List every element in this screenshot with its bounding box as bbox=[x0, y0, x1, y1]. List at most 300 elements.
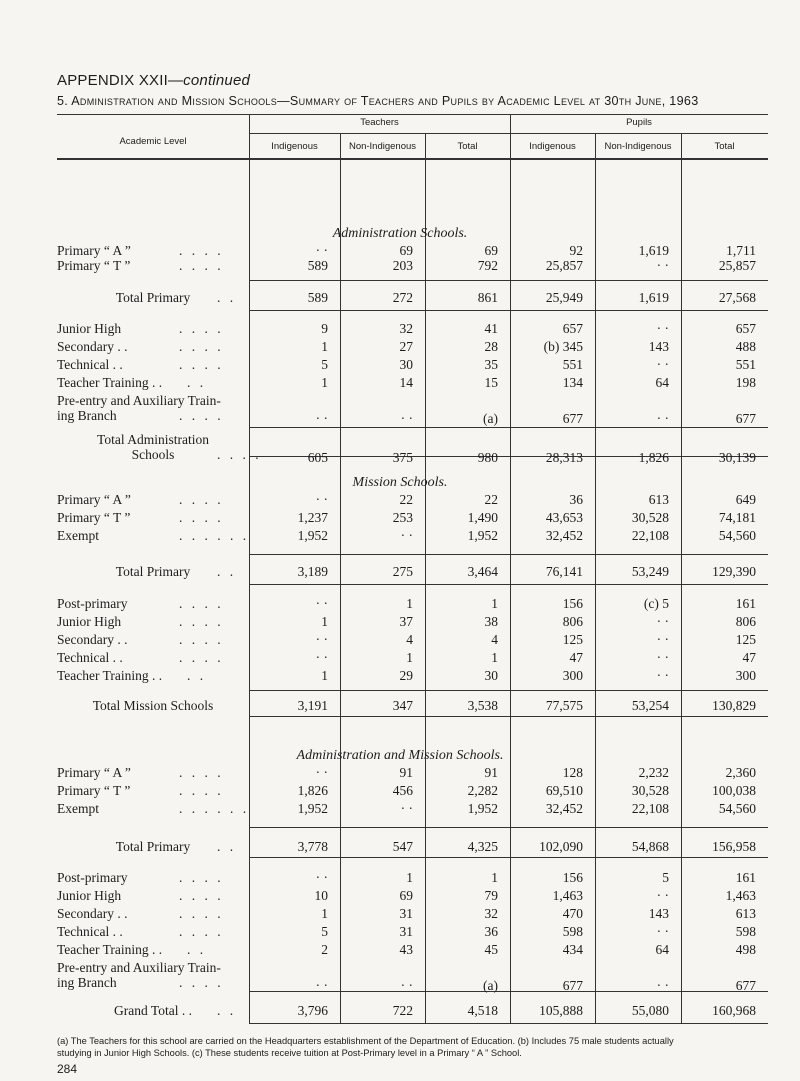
cell-teachers-total: 45 bbox=[484, 942, 498, 957]
cell-teachers-indigenous: 1 bbox=[321, 906, 328, 921]
cell-pupils-total: 649 bbox=[735, 492, 756, 507]
cell-pupils-non-indigenous: 2,232 bbox=[638, 765, 669, 780]
cell-teachers-total: 41 bbox=[484, 321, 498, 336]
cell-teachers-indigenous: · · bbox=[315, 765, 328, 780]
cell-teachers-non-indigenous: · · bbox=[400, 978, 413, 993]
row-label bbox=[57, 698, 249, 713]
row-label bbox=[57, 650, 224, 665]
cell-teachers-total: 4,325 bbox=[467, 839, 498, 854]
cell-teachers-indigenous: 1,826 bbox=[297, 783, 328, 798]
header-teachers-non-indigenous: Non-Indigenous bbox=[348, 141, 417, 152]
cell-pupils-non-indigenous: 53,249 bbox=[631, 564, 669, 579]
row-label bbox=[57, 906, 224, 921]
cell-teachers-indigenous: 1 bbox=[321, 668, 328, 683]
cell-pupils-indigenous: 69,510 bbox=[545, 783, 583, 798]
cell-teachers-non-indigenous: 722 bbox=[392, 1003, 413, 1018]
cell-pupils-total: 613 bbox=[735, 906, 756, 921]
cell-teachers-indigenous: 605 bbox=[307, 450, 328, 465]
row-label bbox=[57, 839, 249, 854]
cell-teachers-total: 2,282 bbox=[467, 783, 498, 798]
rule-line bbox=[57, 114, 768, 115]
row-label bbox=[57, 783, 224, 798]
cell-pupils-indigenous: 1,463 bbox=[552, 888, 583, 903]
cell-pupils-total: 47 bbox=[742, 650, 756, 665]
cell-pupils-indigenous: 36 bbox=[569, 492, 583, 507]
cell-pupils-non-indigenous: 55,080 bbox=[631, 1003, 669, 1018]
page-number: 284 bbox=[57, 1062, 78, 1076]
row-label-text: Total Administration bbox=[97, 432, 209, 447]
row-label-text: Technical . . bbox=[57, 650, 123, 665]
cell-pupils-total: 551 bbox=[735, 357, 756, 372]
cell-teachers-indigenous: 2 bbox=[321, 942, 328, 957]
cell-pupils-total: 25,857 bbox=[718, 258, 756, 273]
row-label-text: Total Primary bbox=[115, 290, 191, 305]
header-pupils-non-indigenous: Non-Indigenous bbox=[604, 141, 672, 152]
cell-teachers-total: 4,518 bbox=[467, 1003, 498, 1018]
cell-teachers-non-indigenous: 275 bbox=[392, 564, 413, 579]
rule-line bbox=[249, 827, 768, 828]
cell-teachers-total: 91 bbox=[484, 765, 498, 780]
cell-teachers-indigenous: 5 bbox=[321, 924, 328, 939]
cell-teachers-total: 792 bbox=[477, 258, 498, 273]
section-title: Mission Schools. bbox=[352, 475, 448, 490]
cell-teachers-total: 1,490 bbox=[467, 510, 498, 525]
cell-pupils-total: 161 bbox=[735, 870, 756, 885]
row-label-text: Junior High bbox=[57, 888, 122, 903]
cell-pupils-total: 54,560 bbox=[718, 801, 756, 816]
cell-pupils-non-indigenous: 1,826 bbox=[638, 450, 669, 465]
cell-teachers-indigenous: 5 bbox=[321, 357, 328, 372]
row-label bbox=[57, 528, 250, 543]
cell-teachers-non-indigenous: 547 bbox=[392, 839, 413, 854]
leader-dots: . . . . bbox=[179, 870, 224, 885]
cell-pupils-non-indigenous: 22,108 bbox=[631, 801, 669, 816]
row-label-text: Primary “ T ” bbox=[57, 510, 131, 525]
leader-dots: . . bbox=[187, 375, 207, 390]
leader-dots: . . bbox=[217, 564, 237, 579]
row-label bbox=[57, 668, 207, 683]
cell-pupils-non-indigenous: 613 bbox=[648, 492, 669, 507]
cell-pupils-indigenous: 470 bbox=[562, 906, 583, 921]
rule-line bbox=[249, 690, 768, 691]
header-pupils-indigenous: Indigenous bbox=[529, 141, 576, 152]
row-label-text: Primary “ A ” bbox=[57, 492, 131, 507]
cell-pupils-non-indigenous: 54,868 bbox=[631, 839, 669, 854]
cell-teachers-indigenous: 1 bbox=[321, 614, 328, 629]
cell-pupils-total: 677 bbox=[735, 978, 756, 993]
cell-teachers-non-indigenous: 69 bbox=[399, 243, 413, 258]
row-label bbox=[57, 596, 224, 611]
row-label bbox=[57, 492, 224, 507]
leader-dots: . . bbox=[187, 942, 207, 957]
row-label bbox=[57, 765, 224, 780]
cell-teachers-non-indigenous: 253 bbox=[392, 510, 413, 525]
cell-teachers-total: 38 bbox=[484, 614, 498, 629]
cell-pupils-indigenous: 32,452 bbox=[545, 801, 583, 816]
cell-teachers-non-indigenous: 22 bbox=[399, 492, 413, 507]
cell-pupils-indigenous: 77,575 bbox=[545, 698, 583, 713]
cell-teachers-non-indigenous: 27 bbox=[399, 339, 413, 354]
leader-dots: . . . . bbox=[179, 510, 224, 525]
row-label bbox=[57, 801, 250, 816]
cell-pupils-non-indigenous: · · bbox=[656, 258, 669, 273]
row-label-text: Teacher Training . . bbox=[57, 375, 163, 390]
row-label-text: Primary “ T ” bbox=[57, 258, 131, 273]
cell-teachers-indigenous: 3,778 bbox=[297, 839, 328, 854]
cell-teachers-indigenous: · · bbox=[315, 870, 328, 885]
cell-teachers-non-indigenous: 375 bbox=[392, 450, 413, 465]
cell-pupils-non-indigenous: · · bbox=[656, 650, 669, 665]
cell-teachers-non-indigenous: 1 bbox=[406, 596, 413, 611]
cell-teachers-non-indigenous: 4 bbox=[406, 632, 413, 647]
cell-pupils-non-indigenous: 5 bbox=[662, 870, 669, 885]
leader-dots: . . . . bbox=[179, 321, 224, 336]
row-label-text: Technical . . bbox=[57, 357, 123, 372]
row-label-text: Post-primary bbox=[57, 870, 128, 885]
cell-pupils-total: 156,958 bbox=[712, 839, 756, 854]
cell-pupils-total: 498 bbox=[735, 942, 756, 957]
cell-pupils-total: 129,390 bbox=[712, 564, 756, 579]
leader-dots: . . . . bbox=[179, 632, 224, 647]
leader-dots: . . . . bbox=[217, 447, 262, 462]
row-label bbox=[57, 357, 224, 372]
cell-teachers-total: 69 bbox=[484, 243, 498, 258]
cell-teachers-indigenous: 3,191 bbox=[297, 698, 328, 713]
rule-line bbox=[249, 584, 768, 585]
rule-line bbox=[249, 716, 768, 717]
cell-pupils-indigenous: 434 bbox=[562, 942, 583, 957]
cell-teachers-total: 980 bbox=[477, 450, 498, 465]
cell-teachers-total: 3,538 bbox=[467, 698, 498, 713]
appendix-heading: APPENDIX XXII—continued bbox=[57, 72, 251, 89]
row-label bbox=[57, 375, 207, 390]
rule-line bbox=[57, 158, 768, 160]
rule-line bbox=[510, 133, 768, 134]
cell-pupils-total: 2,360 bbox=[725, 765, 756, 780]
leader-dots: . . . . bbox=[179, 243, 224, 258]
leader-dots: . . . . . . bbox=[179, 801, 250, 816]
cell-pupils-indigenous: 125 bbox=[562, 632, 583, 647]
cell-pupils-indigenous: 102,090 bbox=[539, 839, 583, 854]
row-label bbox=[57, 614, 224, 629]
row-label-text: Primary “ A ” bbox=[57, 765, 131, 780]
cell-pupils-non-indigenous: 22,108 bbox=[631, 528, 669, 543]
cell-pupils-total: 160,968 bbox=[712, 1003, 756, 1018]
cell-pupils-non-indigenous: · · bbox=[656, 888, 669, 903]
leader-dots: . . . . bbox=[179, 924, 224, 939]
cell-pupils-indigenous: 28,313 bbox=[545, 450, 583, 465]
cell-teachers-indigenous: · · bbox=[315, 492, 328, 507]
row-label-text-continued: Schools bbox=[131, 447, 175, 462]
cell-pupils-indigenous: 92 bbox=[569, 243, 583, 258]
cell-pupils-non-indigenous: 64 bbox=[655, 942, 669, 957]
row-label-text: Primary “ A ” bbox=[57, 243, 131, 258]
row-label-text: Technical . . bbox=[57, 924, 123, 939]
cell-pupils-indigenous: 551 bbox=[562, 357, 583, 372]
row-label-text: Teacher Training . . bbox=[57, 942, 163, 957]
cell-teachers-indigenous: · · bbox=[315, 978, 328, 993]
row-label bbox=[57, 258, 224, 273]
leader-dots: . . bbox=[187, 668, 207, 683]
cell-pupils-indigenous: 657 bbox=[562, 321, 583, 336]
rule-line bbox=[249, 133, 510, 134]
cell-teachers-indigenous: · · bbox=[315, 632, 328, 647]
cell-pupils-total: 100,038 bbox=[712, 783, 756, 798]
cell-teachers-non-indigenous: 347 bbox=[392, 698, 413, 713]
cell-pupils-non-indigenous: · · bbox=[656, 978, 669, 993]
header-teachers-total: Total bbox=[457, 141, 478, 152]
cell-pupils-non-indigenous: 30,528 bbox=[631, 510, 669, 525]
rule-line bbox=[249, 554, 768, 555]
cell-teachers-indigenous: 9 bbox=[321, 321, 328, 336]
cell-teachers-non-indigenous: 31 bbox=[399, 906, 413, 921]
cell-teachers-total: 1 bbox=[491, 870, 498, 885]
cell-teachers-total: 35 bbox=[484, 357, 498, 372]
cell-teachers-indigenous: · · bbox=[315, 596, 328, 611]
cell-pupils-total: 1,463 bbox=[725, 888, 756, 903]
cell-pupils-total: 1,711 bbox=[726, 243, 756, 258]
section-title: Administration and Mission Schools. bbox=[296, 748, 504, 763]
leader-dots: . . . . bbox=[179, 888, 224, 903]
cell-teachers-total: 4 bbox=[491, 632, 498, 647]
cell-teachers-indigenous: 589 bbox=[307, 258, 328, 273]
row-label bbox=[57, 564, 249, 579]
cell-teachers-non-indigenous: 1 bbox=[406, 650, 413, 665]
row-label-text: Secondary . . bbox=[57, 339, 128, 354]
cell-teachers-indigenous: · · bbox=[315, 243, 328, 258]
cell-teachers-non-indigenous: 272 bbox=[392, 290, 413, 305]
cell-teachers-non-indigenous: 456 bbox=[392, 783, 413, 798]
cell-pupils-non-indigenous: · · bbox=[656, 668, 669, 683]
cell-pupils-total: 806 bbox=[735, 614, 756, 629]
row-label bbox=[57, 321, 224, 336]
row-label-text: Total Primary bbox=[115, 564, 191, 579]
cell-pupils-non-indigenous: · · bbox=[656, 411, 669, 426]
cell-teachers-non-indigenous: · · bbox=[400, 528, 413, 543]
row-label-text: Total Mission Schools bbox=[92, 698, 214, 713]
cell-pupils-total: 488 bbox=[735, 339, 756, 354]
leader-dots: . . . . bbox=[179, 596, 224, 611]
cell-pupils-total: 300 bbox=[735, 668, 756, 683]
cell-teachers-non-indigenous: 30 bbox=[399, 357, 413, 372]
row-label-text: Post-primary bbox=[57, 596, 128, 611]
cell-pupils-non-indigenous: 143 bbox=[648, 339, 669, 354]
cell-pupils-indigenous: 43,653 bbox=[545, 510, 583, 525]
row-label bbox=[57, 632, 224, 647]
cell-pupils-non-indigenous: · · bbox=[656, 632, 669, 647]
header-teachers-indigenous: Indigenous bbox=[271, 141, 318, 152]
cell-teachers-total: (a) bbox=[483, 411, 498, 426]
row-label-text: Secondary . . bbox=[57, 632, 128, 647]
cell-pupils-indigenous: 128 bbox=[562, 765, 583, 780]
row-label-text: Pre-entry and Auxiliary Train- bbox=[57, 393, 221, 408]
leader-dots: . . . . bbox=[179, 408, 224, 423]
cell-pupils-non-indigenous: 143 bbox=[648, 906, 669, 921]
row-label-text-continued: ing Branch bbox=[57, 975, 117, 990]
section-title: Administration Schools. bbox=[332, 226, 468, 241]
cell-teachers-total: 32 bbox=[484, 906, 498, 921]
row-label bbox=[57, 290, 249, 305]
cell-teachers-non-indigenous: 14 bbox=[399, 375, 413, 390]
cell-teachers-indigenous: 1,952 bbox=[297, 528, 328, 543]
cell-pupils-indigenous: 156 bbox=[562, 596, 583, 611]
row-label bbox=[57, 960, 224, 990]
row-label bbox=[57, 870, 224, 885]
header-teachers: Teachers bbox=[360, 117, 399, 128]
cell-pupils-indigenous: 677 bbox=[562, 411, 583, 426]
footnotes bbox=[57, 1035, 767, 1059]
cell-teachers-indigenous: 1 bbox=[321, 339, 328, 354]
cell-teachers-total: 28 bbox=[484, 339, 498, 354]
rule-line bbox=[249, 310, 768, 311]
cell-teachers-indigenous: 1,952 bbox=[297, 801, 328, 816]
cell-teachers-total: 1 bbox=[491, 650, 498, 665]
cell-pupils-total: 54,560 bbox=[718, 528, 756, 543]
cell-pupils-total: 74,181 bbox=[718, 510, 756, 525]
cell-teachers-non-indigenous: 32 bbox=[399, 321, 413, 336]
cell-pupils-indigenous: 806 bbox=[562, 614, 583, 629]
row-label bbox=[57, 942, 207, 957]
table-title: 5. Administration and Mission Schools—Summary of Teachers and Pupils by Academic Level at 30th June, 1963 bbox=[57, 94, 699, 108]
leader-dots: . . . . bbox=[179, 339, 224, 354]
cell-teachers-non-indigenous: 43 bbox=[399, 942, 413, 957]
row-label bbox=[57, 888, 224, 903]
cell-pupils-indigenous: 76,141 bbox=[545, 564, 583, 579]
row-label bbox=[57, 243, 224, 258]
leader-dots: . . . . bbox=[179, 492, 224, 507]
row-label-text: Exempt bbox=[57, 528, 99, 543]
leader-dots: . . . . . . bbox=[179, 528, 250, 543]
cell-pupils-indigenous: 25,949 bbox=[545, 290, 583, 305]
cell-teachers-non-indigenous: 1 bbox=[406, 870, 413, 885]
leader-dots: . . . . bbox=[179, 650, 224, 665]
leader-dots: . . bbox=[217, 1003, 237, 1018]
row-label-text: Grand Total . . bbox=[114, 1003, 192, 1018]
cell-pupils-indigenous: 25,857 bbox=[545, 258, 583, 273]
row-label-text: Junior High bbox=[57, 321, 122, 336]
row-label bbox=[57, 393, 224, 423]
cell-teachers-non-indigenous: · · bbox=[400, 411, 413, 426]
header-academic-level: Academic Level bbox=[119, 136, 187, 147]
leader-dots: . . . . bbox=[179, 614, 224, 629]
cell-pupils-non-indigenous: 1,619 bbox=[638, 290, 669, 305]
row-label-text-continued: ing Branch bbox=[57, 408, 117, 423]
leader-dots: . . . . bbox=[179, 906, 224, 921]
leader-dots: . . . . bbox=[179, 258, 224, 273]
cell-teachers-total: 3,464 bbox=[467, 564, 498, 579]
cell-pupils-non-indigenous: 64 bbox=[655, 375, 669, 390]
cell-teachers-non-indigenous: 31 bbox=[399, 924, 413, 939]
cell-teachers-total: 1,952 bbox=[467, 801, 498, 816]
rule-line bbox=[249, 1023, 768, 1024]
cell-pupils-indigenous: 47 bbox=[569, 650, 583, 665]
footnote-line: studying in Junior High Schools. (c) These students receive tuition at Post-Primary level in a Primary “ A ” School. bbox=[57, 1048, 522, 1058]
cell-pupils-indigenous: (b) 345 bbox=[543, 339, 583, 354]
cell-teachers-indigenous: 589 bbox=[307, 290, 328, 305]
cell-pupils-non-indigenous: · · bbox=[656, 321, 669, 336]
cell-pupils-total: 161 bbox=[735, 596, 756, 611]
row-label-text: Pre-entry and Auxiliary Train- bbox=[57, 960, 221, 975]
row-label bbox=[57, 510, 224, 525]
row-label-text: Junior High bbox=[57, 614, 122, 629]
cell-pupils-indigenous: 156 bbox=[562, 870, 583, 885]
leader-dots: . . . . bbox=[179, 765, 224, 780]
cell-pupils-indigenous: 32,452 bbox=[545, 528, 583, 543]
header-pupils: Pupils bbox=[626, 117, 652, 128]
cell-pupils-non-indigenous: 53,254 bbox=[631, 698, 669, 713]
cell-teachers-indigenous: 3,189 bbox=[297, 564, 328, 579]
row-label-text: Secondary . . bbox=[57, 906, 128, 921]
row-label-text: Exempt bbox=[57, 801, 99, 816]
cell-pupils-non-indigenous: · · bbox=[656, 357, 669, 372]
cell-teachers-total: 30 bbox=[484, 668, 498, 683]
cell-teachers-indigenous: 3,796 bbox=[297, 1003, 328, 1018]
cell-pupils-total: 598 bbox=[735, 924, 756, 939]
leader-dots: . . . . bbox=[179, 357, 224, 372]
row-label-text: Total Primary bbox=[115, 839, 191, 854]
rule-line bbox=[249, 427, 768, 428]
cell-pupils-total: 657 bbox=[735, 321, 756, 336]
cell-teachers-total: 22 bbox=[484, 492, 498, 507]
cell-teachers-non-indigenous: 37 bbox=[399, 614, 413, 629]
cell-pupils-total: 27,568 bbox=[718, 290, 756, 305]
cell-teachers-indigenous: 1,237 bbox=[297, 510, 328, 525]
cell-pupils-total: 30,139 bbox=[718, 450, 756, 465]
cell-pupils-total: 130,829 bbox=[712, 698, 756, 713]
row-label-text: Teacher Training . . bbox=[57, 668, 163, 683]
rule-line bbox=[249, 857, 768, 858]
cell-teachers-total: 861 bbox=[477, 290, 498, 305]
cell-teachers-non-indigenous: · · bbox=[400, 801, 413, 816]
cell-pupils-total: 198 bbox=[735, 375, 756, 390]
cell-teachers-total: 15 bbox=[484, 375, 498, 390]
cell-pupils-non-indigenous: 1,619 bbox=[638, 243, 669, 258]
cell-pupils-indigenous: 598 bbox=[562, 924, 583, 939]
cell-teachers-total: 79 bbox=[484, 888, 498, 903]
leader-dots: . . . . bbox=[179, 783, 224, 798]
cell-pupils-non-indigenous: (c) 5 bbox=[643, 596, 669, 611]
cell-teachers-total: (a) bbox=[483, 978, 498, 993]
cell-teachers-total: 36 bbox=[484, 924, 498, 939]
cell-teachers-indigenous: · · bbox=[315, 411, 328, 426]
row-label bbox=[57, 924, 224, 939]
row-label bbox=[57, 1003, 249, 1018]
cell-teachers-non-indigenous: 29 bbox=[399, 668, 413, 683]
cell-teachers-non-indigenous: 91 bbox=[399, 765, 413, 780]
row-label bbox=[57, 432, 262, 462]
cell-pupils-indigenous: 677 bbox=[562, 978, 583, 993]
cell-pupils-indigenous: 134 bbox=[562, 375, 583, 390]
cell-pupils-total: 125 bbox=[735, 632, 756, 647]
cell-pupils-total: 677 bbox=[735, 411, 756, 426]
header-pupils-total: Total bbox=[714, 141, 735, 152]
cell-pupils-non-indigenous: · · bbox=[656, 924, 669, 939]
row-label-text: Primary “ T ” bbox=[57, 783, 131, 798]
leader-dots: . . bbox=[217, 839, 237, 854]
cell-teachers-non-indigenous: 203 bbox=[392, 258, 413, 273]
cell-teachers-non-indigenous: 69 bbox=[399, 888, 413, 903]
cell-pupils-indigenous: 300 bbox=[562, 668, 583, 683]
cell-pupils-non-indigenous: · · bbox=[656, 614, 669, 629]
cell-teachers-indigenous: 1 bbox=[321, 375, 328, 390]
cell-pupils-non-indigenous: 30,528 bbox=[631, 783, 669, 798]
row-label bbox=[57, 339, 224, 354]
cell-pupils-indigenous: 105,888 bbox=[539, 1003, 583, 1018]
footnote-line: (a) The Teachers for this school are carried on the Headquarters establishment of the Department of Education. (b) Includes 75 male students actually bbox=[57, 1036, 674, 1046]
cell-teachers-indigenous: 10 bbox=[314, 888, 328, 903]
cell-teachers-indigenous: · · bbox=[315, 650, 328, 665]
rule-line bbox=[249, 280, 768, 281]
